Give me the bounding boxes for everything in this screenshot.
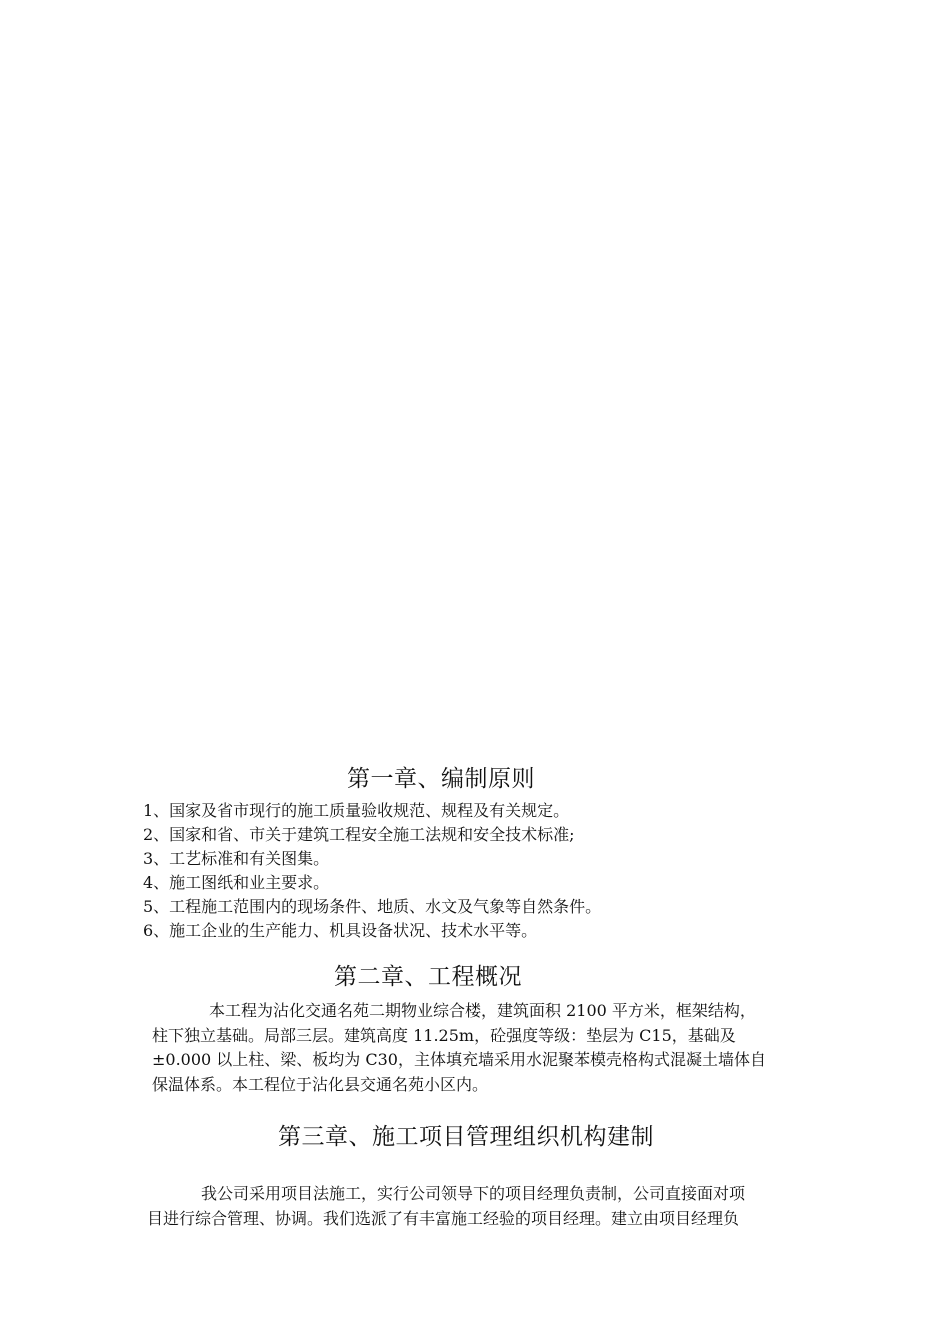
paragraph-line: 我公司采用项目法施工，实行公司领导下的项目经理负责制，公司直接面对项 [201, 1184, 746, 1203]
list-item: 5、工程施工范围内的现场条件、地质、水文及气象等自然条件。 [143, 897, 602, 916]
paragraph-line: 保温体系。本工程位于沾化县交通名苑小区内。 [152, 1074, 489, 1094]
chapter1-title: 第一章、编制原则 [347, 766, 535, 792]
list-item: 4、施工图纸和业主要求。 [143, 873, 330, 892]
organization-paragraph [147, 1182, 862, 1231]
list-item: 1、国家及省市现行的施工质量验收规范、规程及有关规定。 [143, 801, 570, 820]
chapter2-title: 第二章、工程概况 [334, 964, 522, 990]
paragraph-line: 本工程为沾化交通名苑二期物业综合楼，建筑面积 2100 平方米，框架结构， [209, 1001, 756, 1020]
paragraph-line: 目进行综合管理、协调。我们选派了有丰富施工经验的项目经理。建立由项目经理负 [147, 1208, 740, 1228]
paragraph-line: ±0.000 以上柱、梁、板均为 C30，主体填充墙采用水泥聚苯模壳格构式混凝土墙体自 [152, 1050, 766, 1069]
list-item: 3、工艺标准和有关图集。 [143, 849, 330, 868]
project-overview-paragraph [152, 999, 862, 1097]
principles-list [143, 799, 601, 943]
chapter3-title: 第三章、施工项目管理组织机构建制 [278, 1124, 654, 1150]
list-item: 6、施工企业的生产能力、机具设备状况、技术水平等。 [143, 921, 538, 940]
paragraph-line: 柱下独立基础。局部三层。建筑高度 11.25m，砼强度等级：垫层为 C15，基础及 [152, 1025, 736, 1045]
list-item: 2、国家和省、市关于建筑工程安全施工法规和安全技术标准; [143, 825, 575, 844]
